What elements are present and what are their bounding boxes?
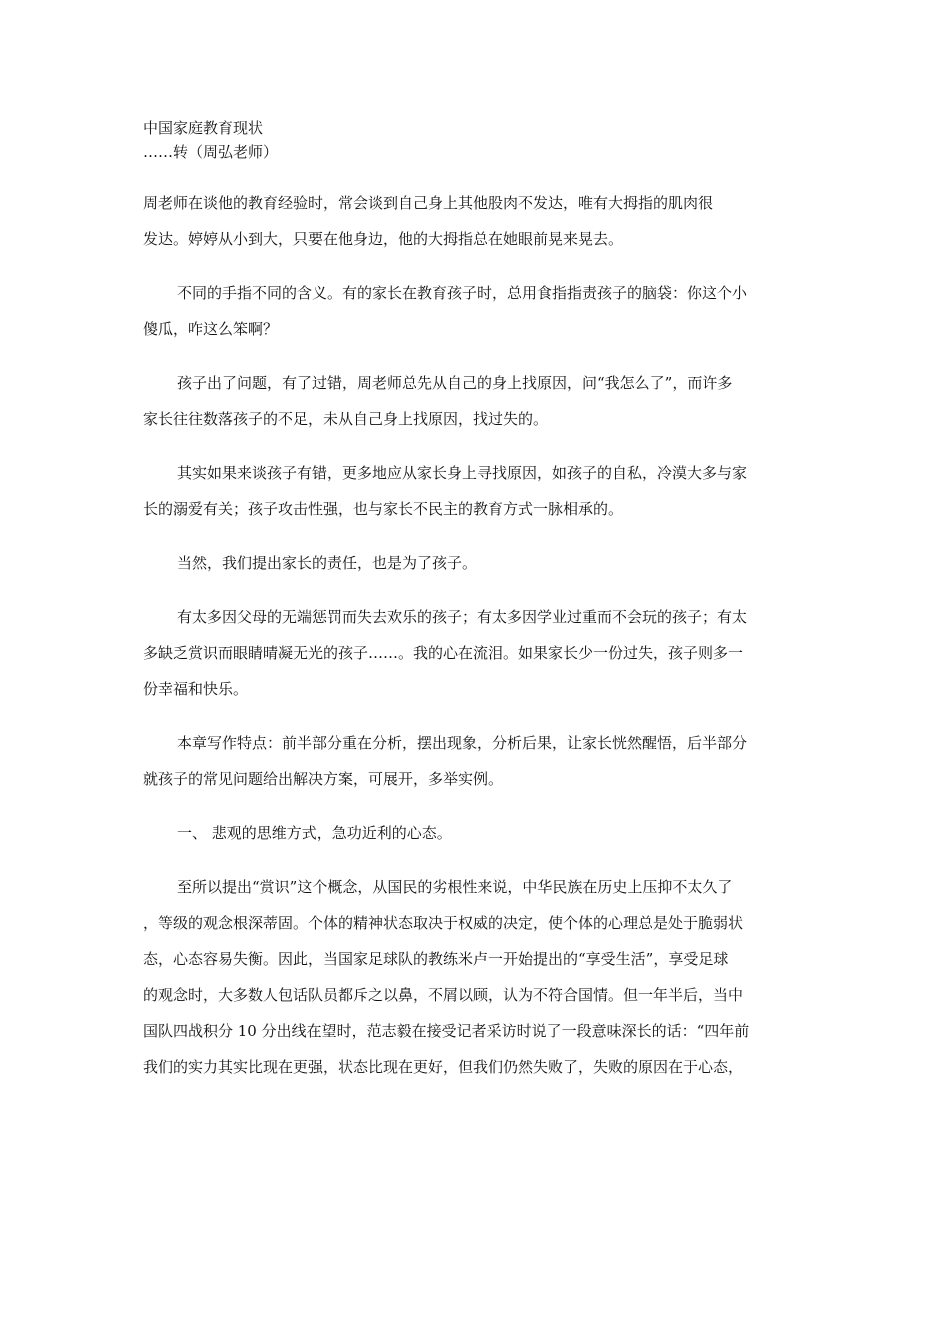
document-title: 中国家庭教育现状 xyxy=(143,119,264,137)
paragraph-line: 份幸福和快乐。 xyxy=(143,680,249,698)
paragraph-line: 一、 悲观的思维方式，急功近利的心态。 xyxy=(177,824,452,842)
paragraph-line: 周老师在谈他的教育经验时，常会谈到自己身上其他股肉不发达，唯有大拇指的肌肉很 xyxy=(143,194,714,212)
paragraph-line: 孩子出了问题，有了过错，周老师总先从自己的身上找原因，问“我怎么了”，而许多 xyxy=(177,374,733,392)
paragraph-line: 国队四战积分 10 分出线在望时，范志毅在接受记者采访时说了一段意味深长的话：“四年前 xyxy=(143,1022,750,1040)
paragraph-line: 有太多因父母的无端惩罚而失去欢乐的孩子；有太多因学业过重而不会玩的孩子；有太 xyxy=(177,608,748,626)
paragraph-line: 就孩子的常见问题给出解决方案，可展开，多举实例。 xyxy=(143,770,504,788)
paragraph-line: 长的溺爱有关；孩子攻击性强，也与家长不民主的教育方式一脉相承的。 xyxy=(143,500,624,518)
paragraph-line: 的观念时，大多数人包话队员都斥之以鼻，不屑以顾，认为不符合国情。但一年半后，当中 xyxy=(143,986,744,1004)
document-body xyxy=(143,185,810,1085)
paragraph-line: 其实如果来谈孩子有错，更多地应从家长身上寻找原因，如孩子的自私，冷漠大多与家 xyxy=(177,464,748,482)
paragraph-line: 至所以提出“赏识”这个概念，从国民的劣根性来说，中华民族在历史上压抑不太久了 xyxy=(177,878,733,896)
document-subtitle: ……转（周弘老师） xyxy=(143,143,279,161)
paragraph-line: 发达。婷婷从小到大，只要在他身边，他的大拇指总在她眼前晃来晃去。 xyxy=(143,230,624,248)
paragraph-line: 多缺乏赏识而眼睛晴凝无光的孩子……。我的心在流泪。如果家长少一份过失，孩子则多一 xyxy=(143,644,744,662)
paragraph-line: 当然，我们提出家长的责任，也是为了孩子。 xyxy=(177,554,478,572)
paragraph-line: 不同的手指不同的含义。有的家长在教育孩子时，总用食指指责孩子的脑袋：你这个小 xyxy=(177,284,748,302)
paragraph-line: 傻瓜，咋这么笨啊？ xyxy=(143,320,279,338)
document-header xyxy=(143,116,803,164)
paragraph-line: ，等级的观念根深蒂固。个体的精神状态取决于权威的决定，使个体的心理总是处于脆弱状 xyxy=(143,914,744,932)
paragraph-line: 本章写作特点：前半部分重在分析，摆出现象，分析后果，让家长恍然醒悟，后半部分 xyxy=(177,734,748,752)
paragraph-line: 态，心态容易失衡。因此，当国家足球队的教练米卢一开始提出的“享受生活”，享受足球 xyxy=(143,950,729,968)
paragraph-line: 我们的实力其实比现在更强，状态比现在更好，但我们仍然失败了，失败的原因在于心态， xyxy=(143,1058,744,1076)
paragraph-line: 家长往往数落孩子的不足，未从自己身上找原因，找过失的。 xyxy=(143,410,549,428)
